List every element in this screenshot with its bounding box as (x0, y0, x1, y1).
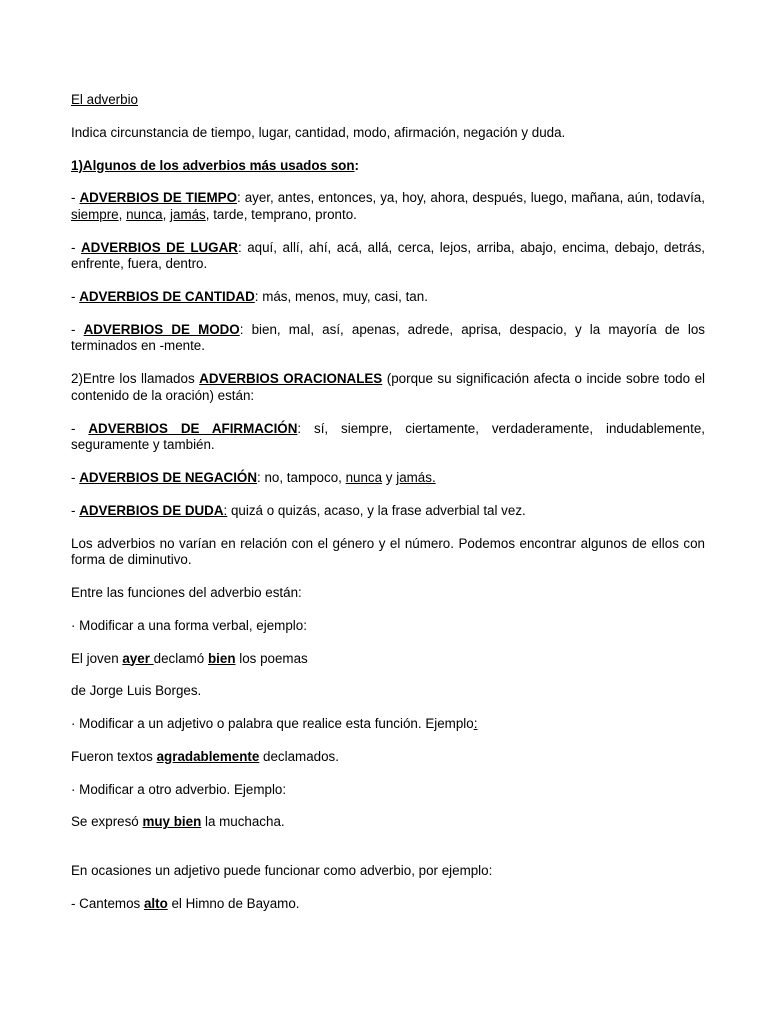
doc-title: El adverbio (71, 92, 138, 107)
adverbios-oracionales: 2)Entre los llamados ADVERBIOS ORACIONALES (porque su significación afecta o incide sobre todo el contenido de la oración) están: (71, 371, 706, 403)
intro-paragraph: Indica circunstancia de tiempo, lugar, cantidad, modo, afirmación, negación y duda. (71, 124, 566, 140)
mod-adverbio-item: · Modificar a otro adverbio. Ejemplo: (71, 781, 287, 797)
example-3: Se expresó muy bien la muchacha. (71, 814, 285, 830)
adverbios-oracionales-label: ADVERBIOS ORACIONALES (199, 371, 383, 387)
adverbios-lugar-label: ADVERBIOS DE LUGAR (81, 239, 238, 255)
example-2: Fueron textos agradablemente declamados. (71, 748, 339, 764)
mod-verbal-item: · Modificar a una forma verbal, ejemplo: (71, 617, 307, 633)
adverbios-lugar: - ADVERBIOS DE LUGAR: aquí, allí, ahí, acá, allá, cerca, lejos, arriba, abajo, encima, debajo, detrás, enfrente, fuera, dentro. (71, 239, 705, 272)
ocasiones-paragraph: En ocasiones un adjetivo puede funcionar como adverbio, por ejemplo: (71, 863, 493, 878)
section-1-heading: 1)Algunos de los adverbios más usados son: (71, 157, 359, 173)
adverbios-duda-label: ADVERBIOS DE DUDA (79, 502, 224, 518)
adverbios-tiempo-label: ADVERBIOS DE TIEMPO (79, 190, 237, 206)
example-4: - Cantemos alto el Himno de Bayamo. (71, 895, 300, 911)
adverbios-tiempo: - ADVERBIOS DE TIEMPO: ayer, antes, entonces, ya, hoy, ahora, después, luego, mañana, aún, todavía, siempre, nunca, jamás, tarde, temprano, pronto. (71, 190, 705, 222)
adverbios-negacion: - ADVERBIOS DE NEGACIÓN: no, tampoco, nunca y jamás. (71, 470, 436, 485)
example-1-line-2: de Jorge Luis Borges. (71, 683, 202, 699)
adverbios-afirmacion-label: ADVERBIOS DE AFIRMACIÓN (88, 420, 298, 436)
adverbios-negacion-label: ADVERBIOS DE NEGACIÓN (79, 470, 258, 485)
adverbios-duda: - ADVERBIOS DE DUDA: quizá o quizás, acaso, y la frase adverbial tal vez. (71, 502, 526, 518)
adverbios-cantidad-label: ADVERBIOS DE CANTIDAD (79, 289, 255, 305)
adverbios-afirmacion: - ADVERBIOS DE AFIRMACIÓN: sí, siempre, ciertamente, verdaderamente, indudablemente, seguramente y también. (71, 420, 705, 453)
mod-adjetivo-item: · Modificar a un adjetivo o palabra que realice esta función. Ejemplo: (71, 716, 478, 732)
adverbios-modo-label: ADVERBIOS DE MODO (83, 321, 240, 337)
funciones-paragraph: Entre las funciones del adverbio están: (71, 584, 302, 600)
adverbios-cantidad: - ADVERBIOS DE CANTIDAD: más, menos, muy, casi, tan. (71, 289, 428, 305)
genero-paragraph: Los adverbios no varían en relación con el género y el número. Podemos encontrar algunos de ellos con forma de diminutivo. (71, 535, 705, 568)
adverbios-modo: - ADVERBIOS DE MODO: bien, mal, así, apenas, adrede, aprisa, despacio, y la mayoría de los terminados en -mente. (71, 321, 705, 354)
example-1: El joven ayer declamó bien los poemas (71, 650, 308, 666)
